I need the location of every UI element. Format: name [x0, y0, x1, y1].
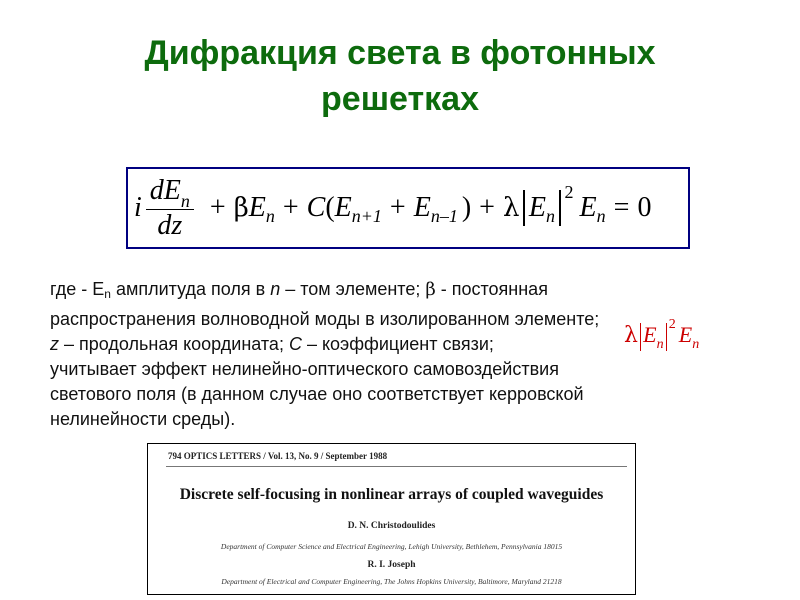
equation-description — [50, 277, 740, 432]
inline-abs-left — [640, 323, 641, 351]
eq-C: C — [306, 192, 326, 223]
eq-sub-n-5: n — [596, 205, 606, 226]
eq-zero: 0 — [637, 192, 652, 223]
eq-abs-bar-right — [559, 190, 561, 226]
slide-title — [0, 30, 800, 122]
desc-text: – том элементе; — [280, 279, 426, 299]
desc-beta: β — [425, 279, 436, 300]
nonlinear-schrodinger-equation — [128, 169, 688, 247]
slide-title-line-1: Дифракция света в фотонных — [144, 34, 656, 72]
eq-sub-n: n — [180, 190, 190, 211]
eq-sub-n-1: n — [265, 205, 275, 226]
desc-line-2: распространения волноводной моды в изолированном элементе; — [50, 309, 600, 329]
paper-header-rule — [166, 466, 627, 467]
eq-denominator — [157, 210, 182, 242]
eq-sub-n-minus-1: n–1 — [430, 205, 458, 226]
desc-italic-C: C — [288, 334, 302, 354]
eq-dE: dE — [149, 174, 181, 206]
nonlinear-term-formula — [624, 317, 700, 352]
eq-E-3: E — [413, 192, 431, 223]
inline-E: E — [643, 322, 657, 347]
desc-text: - постоянная — [435, 279, 548, 299]
equation-box — [126, 167, 690, 249]
eq-numerator — [146, 175, 194, 210]
eq-power-2: 2 — [564, 181, 574, 202]
inline-sub-n: n — [656, 337, 664, 352]
inline-sub-n-2: n — [692, 337, 700, 352]
eq-E-1: E — [248, 192, 266, 223]
eq-dz: dz — [157, 209, 183, 241]
desc-text: амплитуда поля в — [110, 279, 271, 299]
paper-excerpt — [147, 443, 636, 595]
desc-text: – продольная координата; — [59, 334, 289, 354]
paper-affiliation-1: Department of Computer Science and Electrical Engineering, Lehigh University, Bethlehem, Pennsylvania 18015 — [220, 542, 563, 551]
eq-sub-n-plus-1: n+1 — [351, 205, 382, 226]
eq-E-4: E — [528, 192, 547, 223]
eq-plus-3: + — [389, 192, 406, 223]
eq-imaginary-unit: i — [134, 192, 142, 223]
eq-sub-n-4: n — [546, 205, 556, 226]
eq-plus-1: + — [209, 192, 226, 223]
desc-italic-z: z — [50, 334, 59, 354]
paper-affiliation-2: Department of Electrical and Computer Engineering, The Johns Hopkins University, Baltimore, Maryland 21218 — [221, 577, 562, 586]
eq-E-5: E — [579, 192, 597, 223]
paper-author-2: R. I. Joseph — [367, 560, 416, 570]
paper-author-1: D. N. Christodoulides — [347, 521, 436, 531]
desc-sub-n: n — [104, 287, 111, 301]
desc-text: где - E — [50, 279, 105, 299]
inline-lambda: λ — [624, 323, 638, 348]
slide-title-line-2: решетках — [321, 80, 479, 118]
eq-plus-2: + — [282, 192, 299, 223]
desc-line-4: учитывает эффект нелинейно-оптического самовоздействия — [50, 359, 559, 379]
inline-E-2: E — [678, 322, 693, 347]
eq-rparen: ) — [461, 192, 472, 223]
paper-title: Discrete self-focusing in nonlinear arrays of coupled waveguides — [179, 486, 604, 503]
desc-text: – коэффициент связи; — [301, 334, 494, 354]
desc-italic-n: n — [270, 279, 281, 299]
desc-line-1 — [50, 277, 740, 307]
inline-abs-right — [666, 323, 667, 351]
inline-power-2: 2 — [668, 317, 676, 332]
eq-beta: β — [233, 193, 249, 223]
eq-abs-bar-left — [523, 190, 525, 226]
eq-derivative-fraction — [146, 175, 194, 242]
eq-lparen: ( — [325, 192, 335, 223]
eq-E-2: E — [334, 192, 352, 223]
eq-plus-4: + — [479, 192, 495, 223]
desc-line-6: нелинейности среды). — [50, 409, 236, 429]
desc-line-5: светового поля (в данном случае оно соответствует керровской — [50, 384, 584, 404]
eq-equals: = — [613, 192, 630, 223]
paper-journal-header: 794 OPTICS LETTERS / Vol. 13, No. 9 / September 1988 — [168, 451, 388, 461]
eq-lambda: λ — [502, 193, 520, 223]
